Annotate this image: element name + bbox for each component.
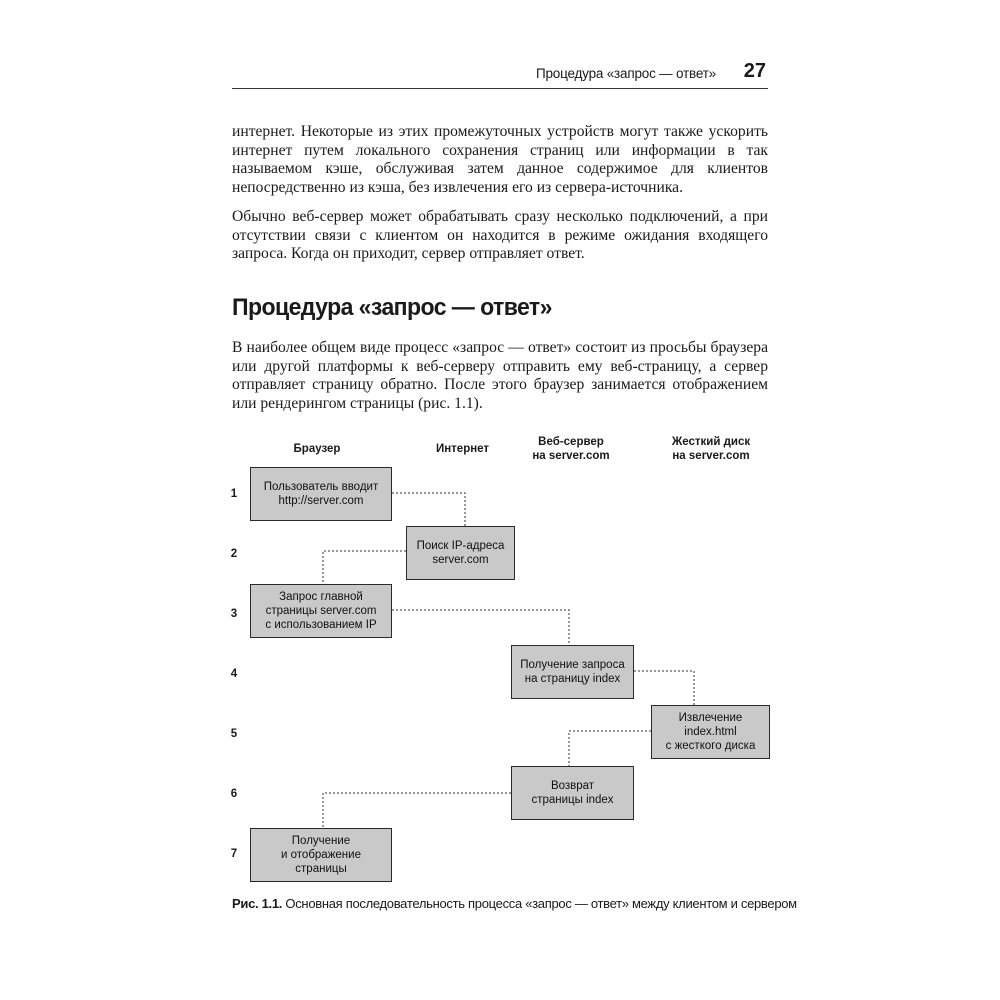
row-number-1: 1: [230, 488, 238, 500]
column-disk-line1: Жесткий диск: [671, 436, 751, 448]
row-number-4: 4: [230, 668, 238, 680]
column-internet-label: Интернет: [435, 443, 490, 455]
step-7-line1: Получение: [291, 835, 351, 847]
row-number-3: 3: [230, 608, 238, 620]
section-heading: Процедура «запрос — ответ»: [232, 294, 552, 321]
figure-caption-text: Основная последовательность процесса «запрос — ответ» между клиентом и сервером: [285, 896, 797, 911]
step-box-4: [511, 645, 634, 699]
connector-1-2: [392, 493, 465, 526]
step-3-line3: с использованием IP: [265, 619, 377, 631]
step-4-line2: на страницу index: [524, 673, 621, 685]
running-head: [232, 60, 768, 89]
step-box-3: [250, 584, 392, 638]
paragraph-request-response: В наиболее общем виде процесс «запрос — ответ» состоит из просьбы браузера или другой платформы к веб-серверу отправить ему веб-страницу, а сервер отправляет страницу обратно. После этого браузер занимается отображением или рендерингом страницы (рис. 1.1).: [232, 339, 768, 412]
running-head-title: Процедура «запрос — ответ»: [535, 66, 716, 81]
column-webserver-line1: Веб-сервер: [538, 436, 604, 448]
step-7-line2: и отображение: [281, 849, 361, 861]
step-7-line3: страницы: [295, 863, 347, 875]
connector-4-5: [634, 671, 694, 705]
step-box-5: [651, 705, 770, 759]
connector-3-4: [392, 610, 569, 645]
page-number: 27: [743, 60, 766, 82]
row-number-6: 6: [230, 788, 238, 800]
paragraph-cache: интернет. Некоторые из этих промежуточных устройств могут также ускорить интернет путем локального сохранения страниц или информации в так называемом кэше, обслуживая затем данное содержимое для клиентов непосредственно из кэша, без извлечения его из сервера-источника.: [232, 123, 768, 196]
step-3-line2: страницы server.com: [265, 605, 377, 617]
step-6-line2: страницы index: [531, 794, 614, 806]
step-box-7: [250, 828, 392, 882]
figure-caption: [232, 896, 797, 911]
row-number-5: 5: [230, 728, 238, 740]
step-4-line1: Получение запроса: [520, 659, 625, 671]
step-5-line2: index.html: [684, 726, 737, 738]
step-1-line2: http://server.com: [278, 495, 364, 507]
column-header-internet: [410, 442, 515, 456]
row-number-7: 7: [230, 848, 238, 860]
step-box-1: [250, 467, 392, 521]
step-2-line2: server.com: [432, 554, 489, 566]
column-header-browser: [262, 442, 372, 456]
paragraph-connections: Обычно веб-сервер может обрабатывать сразу несколько подключений, а при отсутствии связи с клиентом он находится в режиме ожидания входящего запроса. Когда он приходит, сервер отправляет ответ.: [232, 208, 768, 263]
column-browser-label: Браузер: [293, 443, 341, 455]
step-box-6: [511, 766, 634, 820]
figure-caption-label: Рис. 1.1.: [232, 896, 283, 911]
step-3-line1: Запрос главной: [279, 591, 363, 603]
column-header-disk: [641, 435, 781, 463]
connector-6-7: [323, 793, 511, 828]
step-box-2: [406, 526, 515, 580]
step-1-line1: Пользователь вводит: [263, 481, 379, 493]
step-5-line3: с жесткого диска: [665, 740, 756, 752]
connector-5-6: [569, 731, 651, 766]
column-header-webserver: [506, 435, 636, 463]
column-disk-line2: на server.com: [672, 450, 750, 462]
step-5-line1: Извлечение: [678, 712, 743, 724]
step-6-line1: Возврат: [550, 780, 595, 792]
connector-2-3: [323, 551, 406, 584]
step-2-line1: Поиск IP-адреса: [416, 540, 505, 552]
column-webserver-line2: на server.com: [532, 450, 610, 462]
row-number-2: 2: [230, 548, 238, 560]
